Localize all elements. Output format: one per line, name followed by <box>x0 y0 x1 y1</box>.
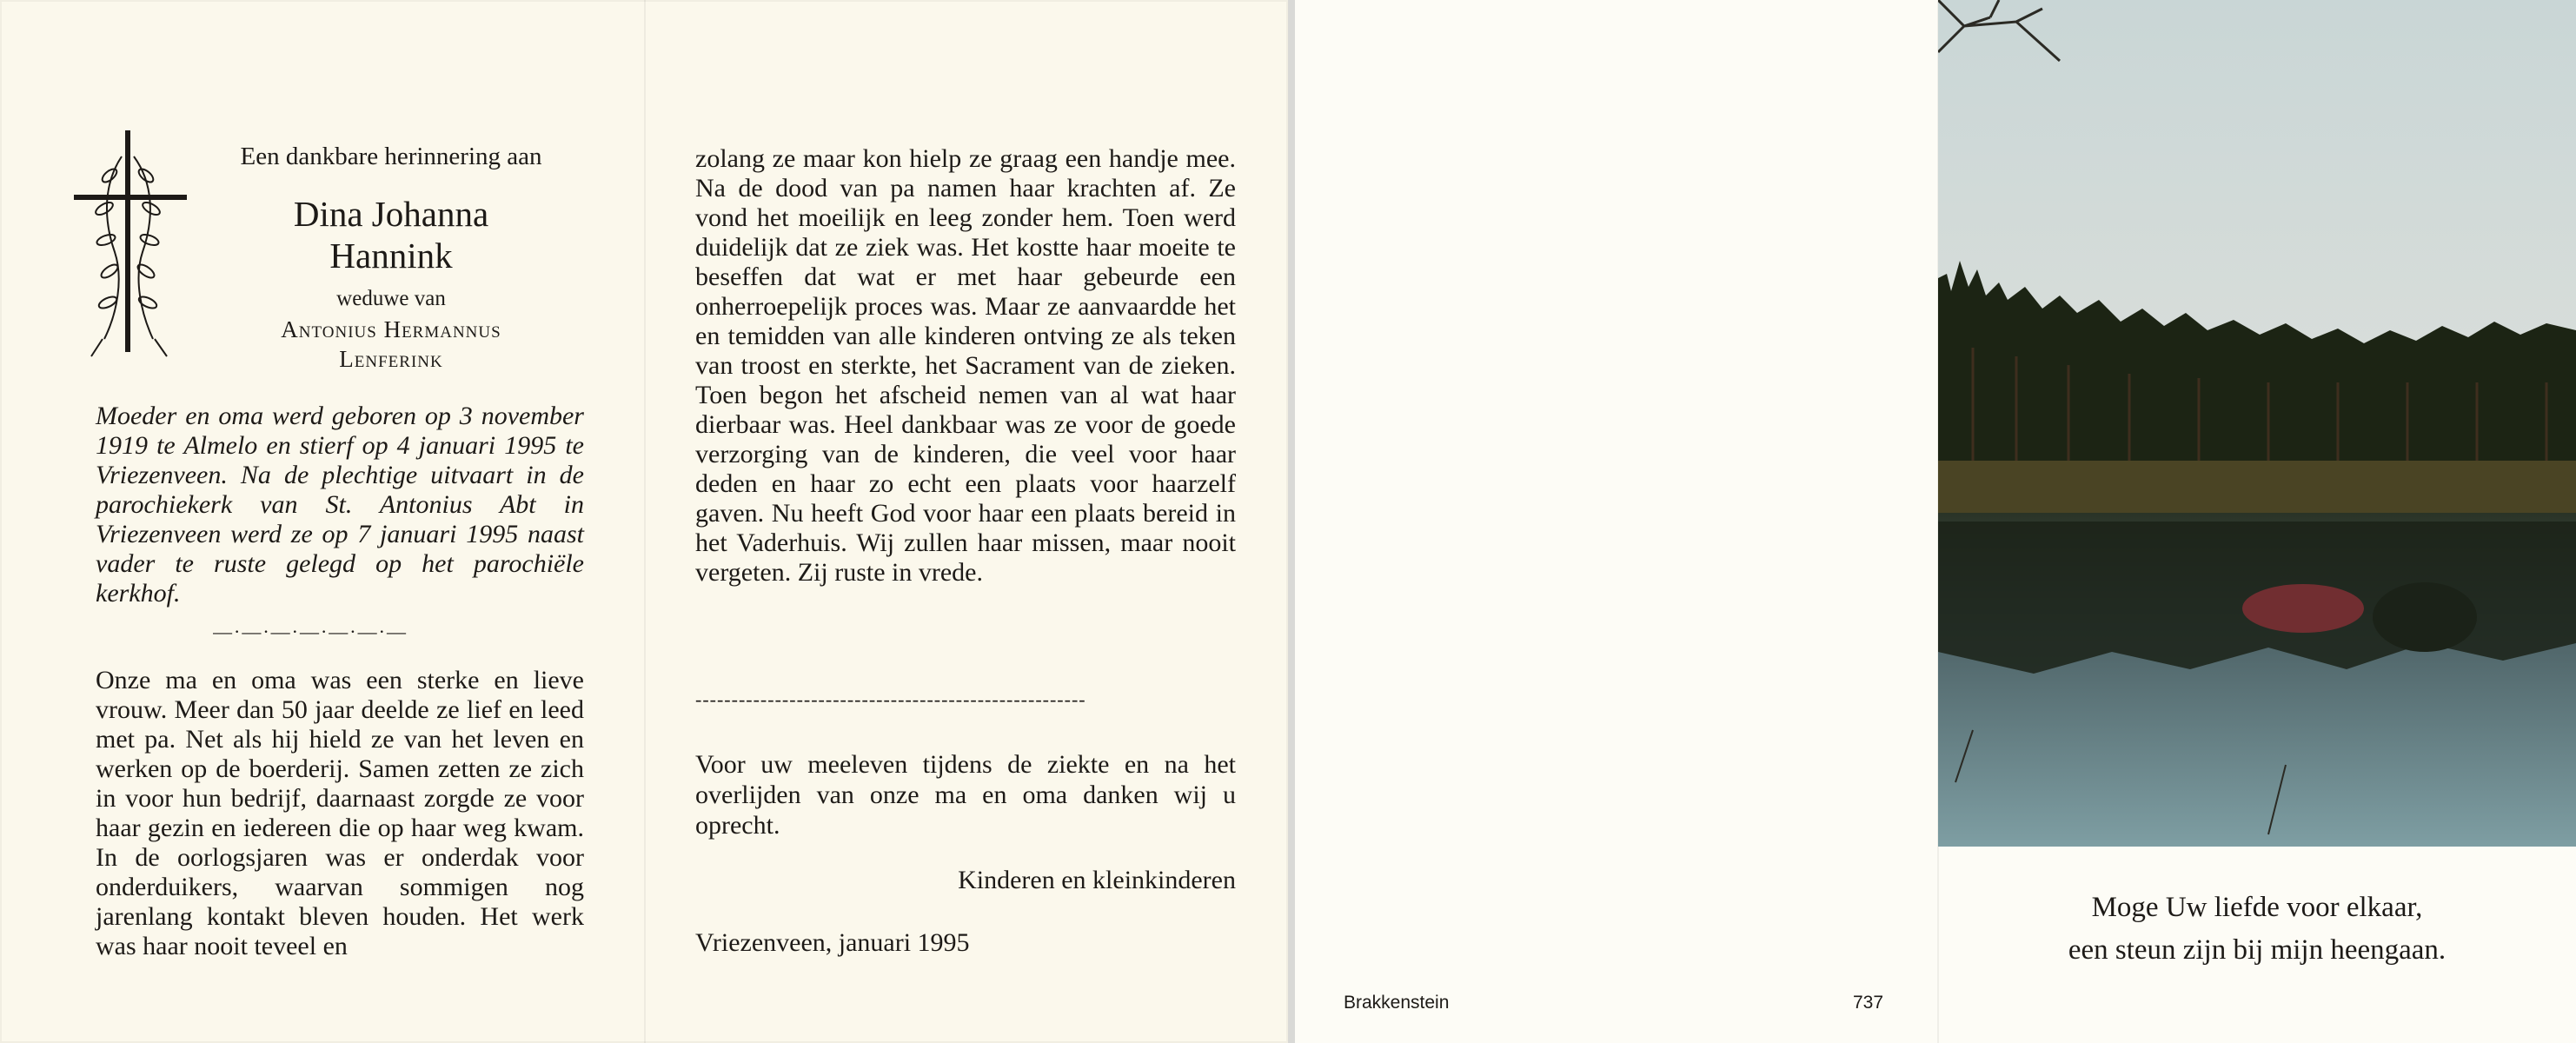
card-outer-spread <box>1295 0 2576 1043</box>
deceased-name-line1: Dina Johanna <box>293 194 489 234</box>
panel-blank-back <box>1295 0 1938 1043</box>
card-number: 737 <box>1853 993 1884 1013</box>
quote-text <box>1938 887 2576 972</box>
quote-line2: een steun zijn bij mijn heengaan. <box>2068 934 2447 966</box>
place-and-date: Vriezenveen, januari 1995 <box>695 928 970 957</box>
deceased-name <box>183 193 600 276</box>
tribute-paragraph-part2: zolang ze maar kon hielp ze graag een handje mee. Na de dood van pa namen haar krachten af. Ze vond het moeilijk en leeg zonder hem. Toen werd duidelijk dat ze ziek was. Het kostte haar moeite te beseffen dat wat er met haar gebeurde een onherroepelijk proces was. Maar ze aanvaardde het en temidden van alle kinderen ontving ze als teken van troost en sterkte, het Sacrament van de zieken. Toen begon het afscheid nemen van al wat haar dierbaar was. Heel dankbaar was ze voor de goede verzorging van de kinderen, die veel voor haar deden en haar zo echt een plaats voor haarzelf gaven. Nu heeft God voor haar een plaats bereid in het Vaderhuis. Wij zullen haar missen, maar nooit vergeten. Zij ruste in vrede. <box>695 144 1236 587</box>
cross-with-laurel-icon <box>70 122 191 365</box>
widow-of-label: weduwe van <box>336 287 446 310</box>
intro-line: Een dankbare herinnering aan <box>240 143 542 170</box>
biography-paragraph: Moeder en oma werd geboren op 3 november 1919 te Almelo en stierf op 4 januari 1995 te Vriezenveen. Na de plechtige uitvaart in de parochiekerk van St. Antonius Abt in Vriezenveen werd ze op 7 januari 1995 naast vader te ruste gelegd op het parochiële kerkhof. <box>96 402 584 608</box>
tribute-paragraph-part1: Onze ma en oma was een sterke en lieve vrouw. Meer dan 50 jaar deelde ze lief en leed met pa. Net als hij hield ze van het leven en werken op de boerderij. Samen zetten ze zich in voor hun bedrijf, daarnaast zorgde ze voor haar gezin en iedereen die op haar weg kwam. In de oorlogsjaren was er onderdak voor onderduikers, waarvan sommigen nog jarenlang kontakt bleven houden. Het werk was haar nooit teveel en <box>96 666 584 960</box>
thanks-paragraph: Voor uw meeleven tijdens de ziekte en na het overlijden van onze ma en oma danken wij u oprecht. <box>695 750 1236 840</box>
spouse-name <box>183 315 600 374</box>
quote-line1: Moge Uw liefde voor elkaar, <box>2091 892 2423 923</box>
publisher-imprint: Brakkenstein <box>1344 993 1450 1013</box>
panel-obituary-back <box>645 0 1288 1043</box>
spouse-name-line2: Lenferink <box>339 346 443 372</box>
panel-obituary-front <box>0 0 643 1043</box>
deceased-name-line2: Hannink <box>329 236 453 276</box>
spouse-name-line1: Antonius Hermannus <box>281 316 501 342</box>
lake-forest-photo <box>1938 0 2576 847</box>
dashed-divider: ------------------------------------------------------ <box>695 688 1086 710</box>
panel-front-cover <box>1938 0 2576 1043</box>
signature: Kinderen en kleinkinderen <box>958 866 1236 894</box>
ornamental-divider: —·—·—·—·—·—·— <box>213 621 408 642</box>
